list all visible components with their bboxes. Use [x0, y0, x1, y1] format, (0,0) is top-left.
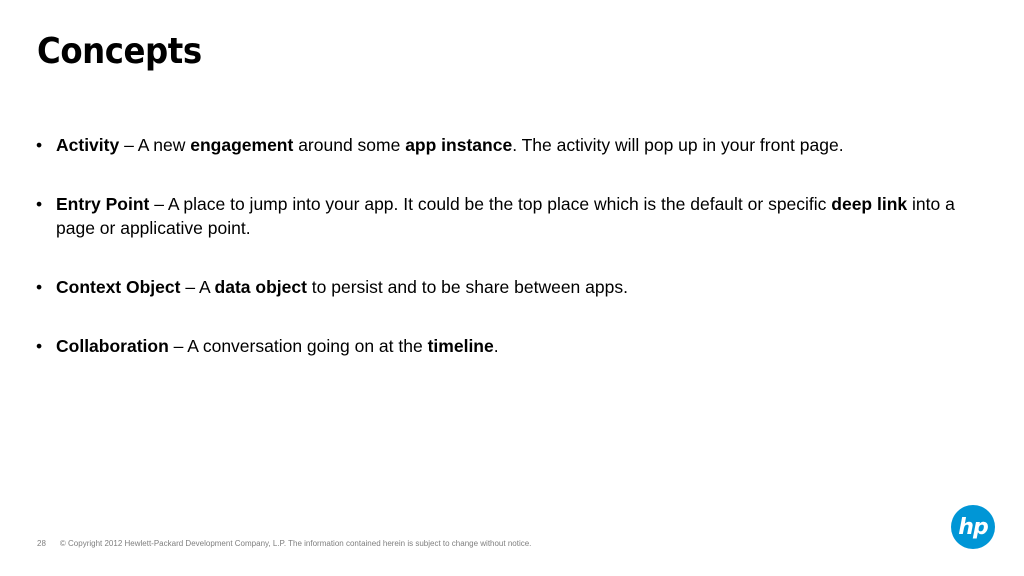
bullet-keyword: timeline	[427, 336, 494, 356]
page-number: 28	[37, 539, 46, 548]
copyright-notice: © Copyright 2012 Hewlett-Packard Development Company, L.P. The information contained herein is subject to change without notice.	[59, 539, 532, 548]
bullet-dot-icon: •	[36, 277, 43, 297]
bullet-text: into a page or applicative point.	[56, 194, 955, 238]
bullet-item-entry-point	[36, 192, 956, 240]
hp-logo-text: hp	[958, 515, 988, 540]
bullet-term: Activity	[56, 135, 120, 155]
bullet-text: .	[493, 336, 499, 356]
slide-footer	[37, 538, 531, 550]
bullet-keyword: data object	[214, 277, 307, 297]
bullet-text: to persist and to be share between apps.	[306, 277, 628, 297]
slide-title: Concepts	[37, 31, 202, 72]
bullet-dot-icon: •	[36, 336, 43, 356]
bullet-text: – A conversation going on at the	[168, 336, 428, 356]
bullet-text: around some	[293, 135, 406, 155]
bullet-item-context-object	[36, 275, 956, 299]
bullet-keyword: app instance	[405, 135, 513, 155]
bullet-text: . The activity will pop up in your front page.	[512, 135, 844, 155]
bullet-term: Collaboration	[56, 336, 169, 356]
bullet-dot-icon: •	[36, 194, 43, 214]
bullet-text: – A place to jump into your app. It could be the top place which is the default or specific	[149, 194, 832, 214]
bullet-item-collaboration	[36, 334, 956, 358]
bullet-keyword: engagement	[190, 135, 294, 155]
bullet-dot-icon: •	[36, 135, 43, 155]
bullet-term: Context Object	[56, 277, 181, 297]
bullet-item-activity	[36, 133, 956, 157]
bullet-text: – A new	[119, 135, 191, 155]
bullet-term: Entry Point	[56, 194, 150, 214]
bullet-keyword: deep link	[831, 194, 908, 214]
hp-logo-icon	[951, 505, 995, 549]
bullet-text: – A	[180, 277, 215, 297]
bullet-list	[36, 133, 956, 393]
